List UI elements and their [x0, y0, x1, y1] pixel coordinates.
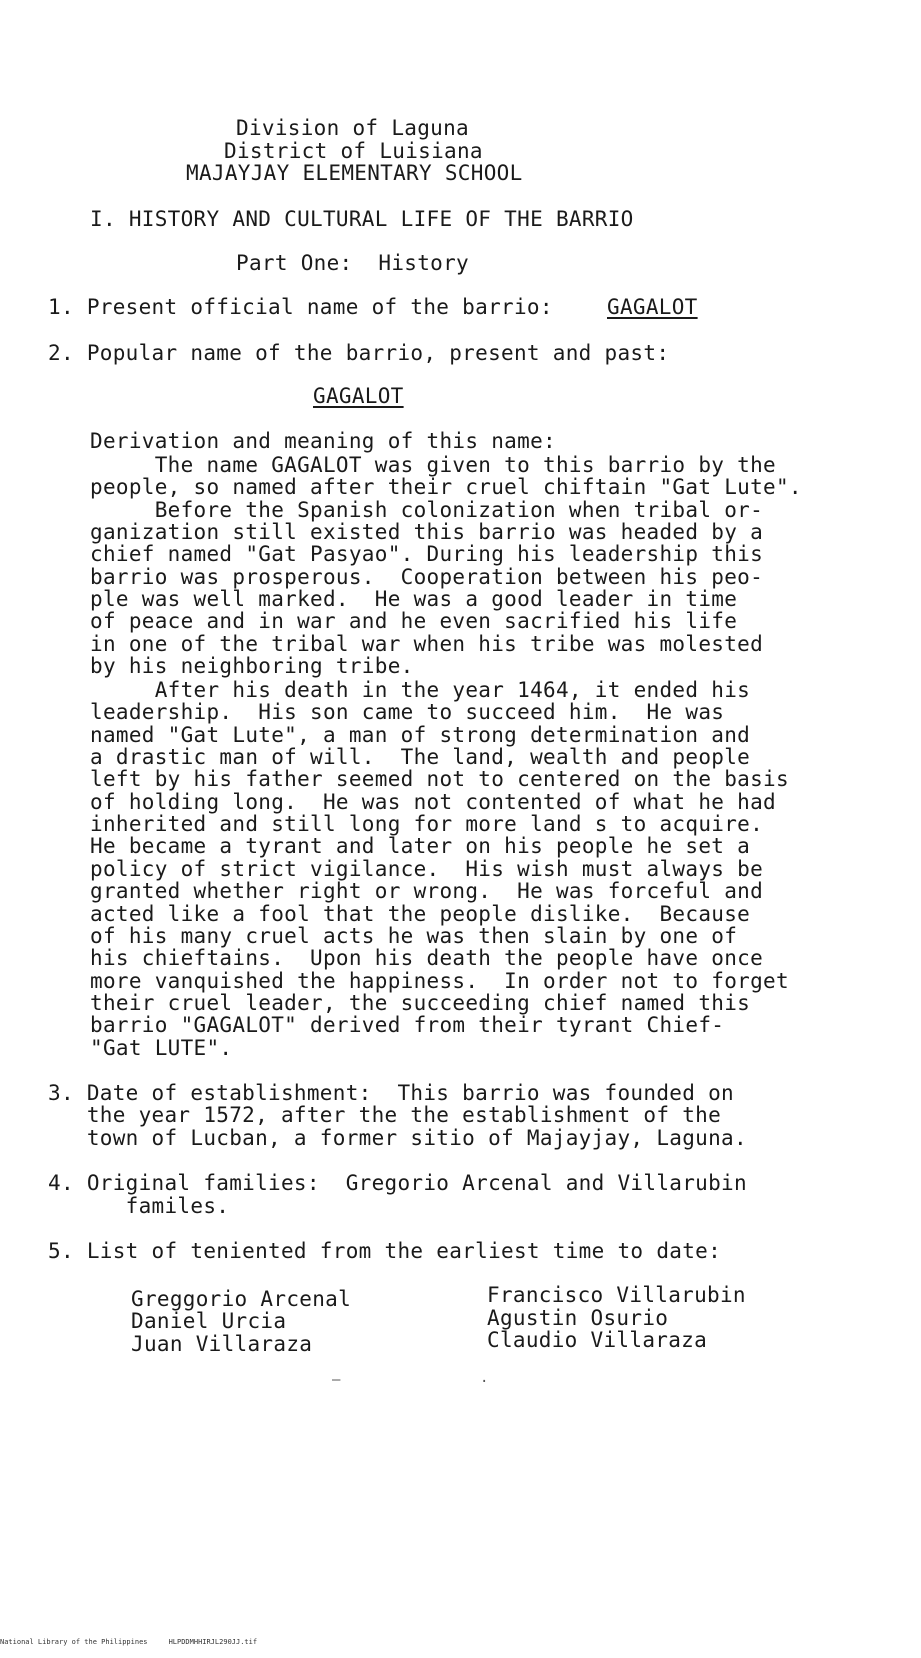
header-school: MAJAYJAY ELEMENTARY SCHOOL	[186, 161, 523, 185]
derivation-line: ganization still existed this barrio was headed by a	[90, 520, 764, 544]
item2-label: 2. Popular name of the barrio, present and past:	[48, 341, 670, 365]
derivation-line: barrio "GAGALOT" derived from their tyrant Chief-	[90, 1013, 725, 1037]
teniente-name: Francisco Villarubin	[487, 1283, 746, 1307]
derivation-line: of holding long. He was not contented of what he had	[90, 790, 776, 814]
derivation-line: named "Gat Lute", a man of strong determination and	[90, 723, 751, 747]
derivation-line: people, so named after their cruel chiftain "Gat Lute".	[90, 475, 802, 499]
derivation-line: policy of strict vigilance. His wish must always be	[90, 857, 764, 881]
derivation-line: more vanquished the happiness. In order not to forget	[90, 969, 789, 993]
derivation-line: "Gat LUTE".	[90, 1036, 233, 1060]
section-title: I. HISTORY AND CULTURAL LIFE OF THE BARRIO	[90, 207, 634, 231]
derivation-line: in one of the tribal war when his tribe was molested	[90, 632, 764, 656]
item5-label: 5. List of teniented from the earliest time to date:	[48, 1239, 722, 1263]
derivation-line: a drastic man of will. The land, wealth and people	[90, 745, 751, 769]
header-division: Division of Laguna	[236, 116, 469, 140]
derivation-line: Before the Spanish colonization when tribal or-	[90, 498, 764, 522]
derivation-line: of peace and in war and he even sacrified his life	[90, 609, 738, 633]
derivation-line: inherited and still long for more land s to acquire.	[90, 812, 764, 836]
item1-value: GAGALOT	[607, 295, 698, 319]
derivation-heading: Derivation and meaning of this name:	[90, 429, 556, 453]
item3-line: the year 1572, after the the establishment of the	[48, 1103, 722, 1127]
teniente-name: Claudio Villaraza	[487, 1328, 708, 1352]
derivation-line: He became a tyrant and later on his people he set a	[90, 834, 751, 858]
item4-line: 4. Original families: Gregorio Arcenal and Villarubin	[48, 1171, 747, 1195]
derivation-line: ple was well marked. He was a good leader in time	[90, 587, 738, 611]
item4-line: familes.	[48, 1194, 230, 1218]
teniente-name: Daniel Urcia	[131, 1309, 287, 1333]
derivation-line: by his neighboring tribe.	[90, 654, 414, 678]
derivation-line: his chieftains. Upon his death the people have once	[90, 946, 764, 970]
derivation-line: left by his father seemed not to centered on the basis	[90, 767, 789, 791]
item3-line: 3. Date of establishment: This barrio was founded on	[48, 1081, 734, 1105]
derivation-line: of his many cruel acts he was then slain by one of	[90, 924, 738, 948]
item1-label: 1. Present official name of the barrio:	[48, 295, 553, 319]
derivation-line: After his death in the year 1464, it ended his	[90, 678, 751, 702]
part-title: Part One: History	[236, 251, 469, 275]
derivation-line: their cruel leader, the succeeding chief named this	[90, 991, 751, 1015]
derivation-line: barrio was prosperous. Cooperation between his peo-	[90, 565, 764, 589]
derivation-line: acted like a fool that the people dislike. Because	[90, 902, 751, 926]
teniente-name: Agustin Osurio	[487, 1306, 669, 1330]
header-district: District of Luisiana	[224, 139, 483, 163]
scan-mark: –	[332, 1372, 341, 1388]
item3-line: town of Lucban, a former sitio of Majayjay, Laguna.	[48, 1126, 747, 1150]
derivation-line: leadership. His son came to succeed him. He was	[90, 700, 725, 724]
item2-value: GAGALOT	[313, 384, 404, 408]
derivation-line: chief named "Gat Pasyao". During his leadership this	[90, 542, 764, 566]
derivation-line: The name GAGALOT was given to this barrio by the	[90, 453, 776, 477]
archive-footer: National Library of the Philippines HLPDDMHHIRJL290JJ.tif	[0, 1638, 258, 1646]
derivation-line: granted whether right or wrong. He was forceful and	[90, 879, 764, 903]
teniente-name: Juan Villaraza	[131, 1332, 313, 1356]
scan-mark: ·	[480, 1374, 489, 1390]
teniente-name: Greggorio Arcenal	[131, 1287, 352, 1311]
